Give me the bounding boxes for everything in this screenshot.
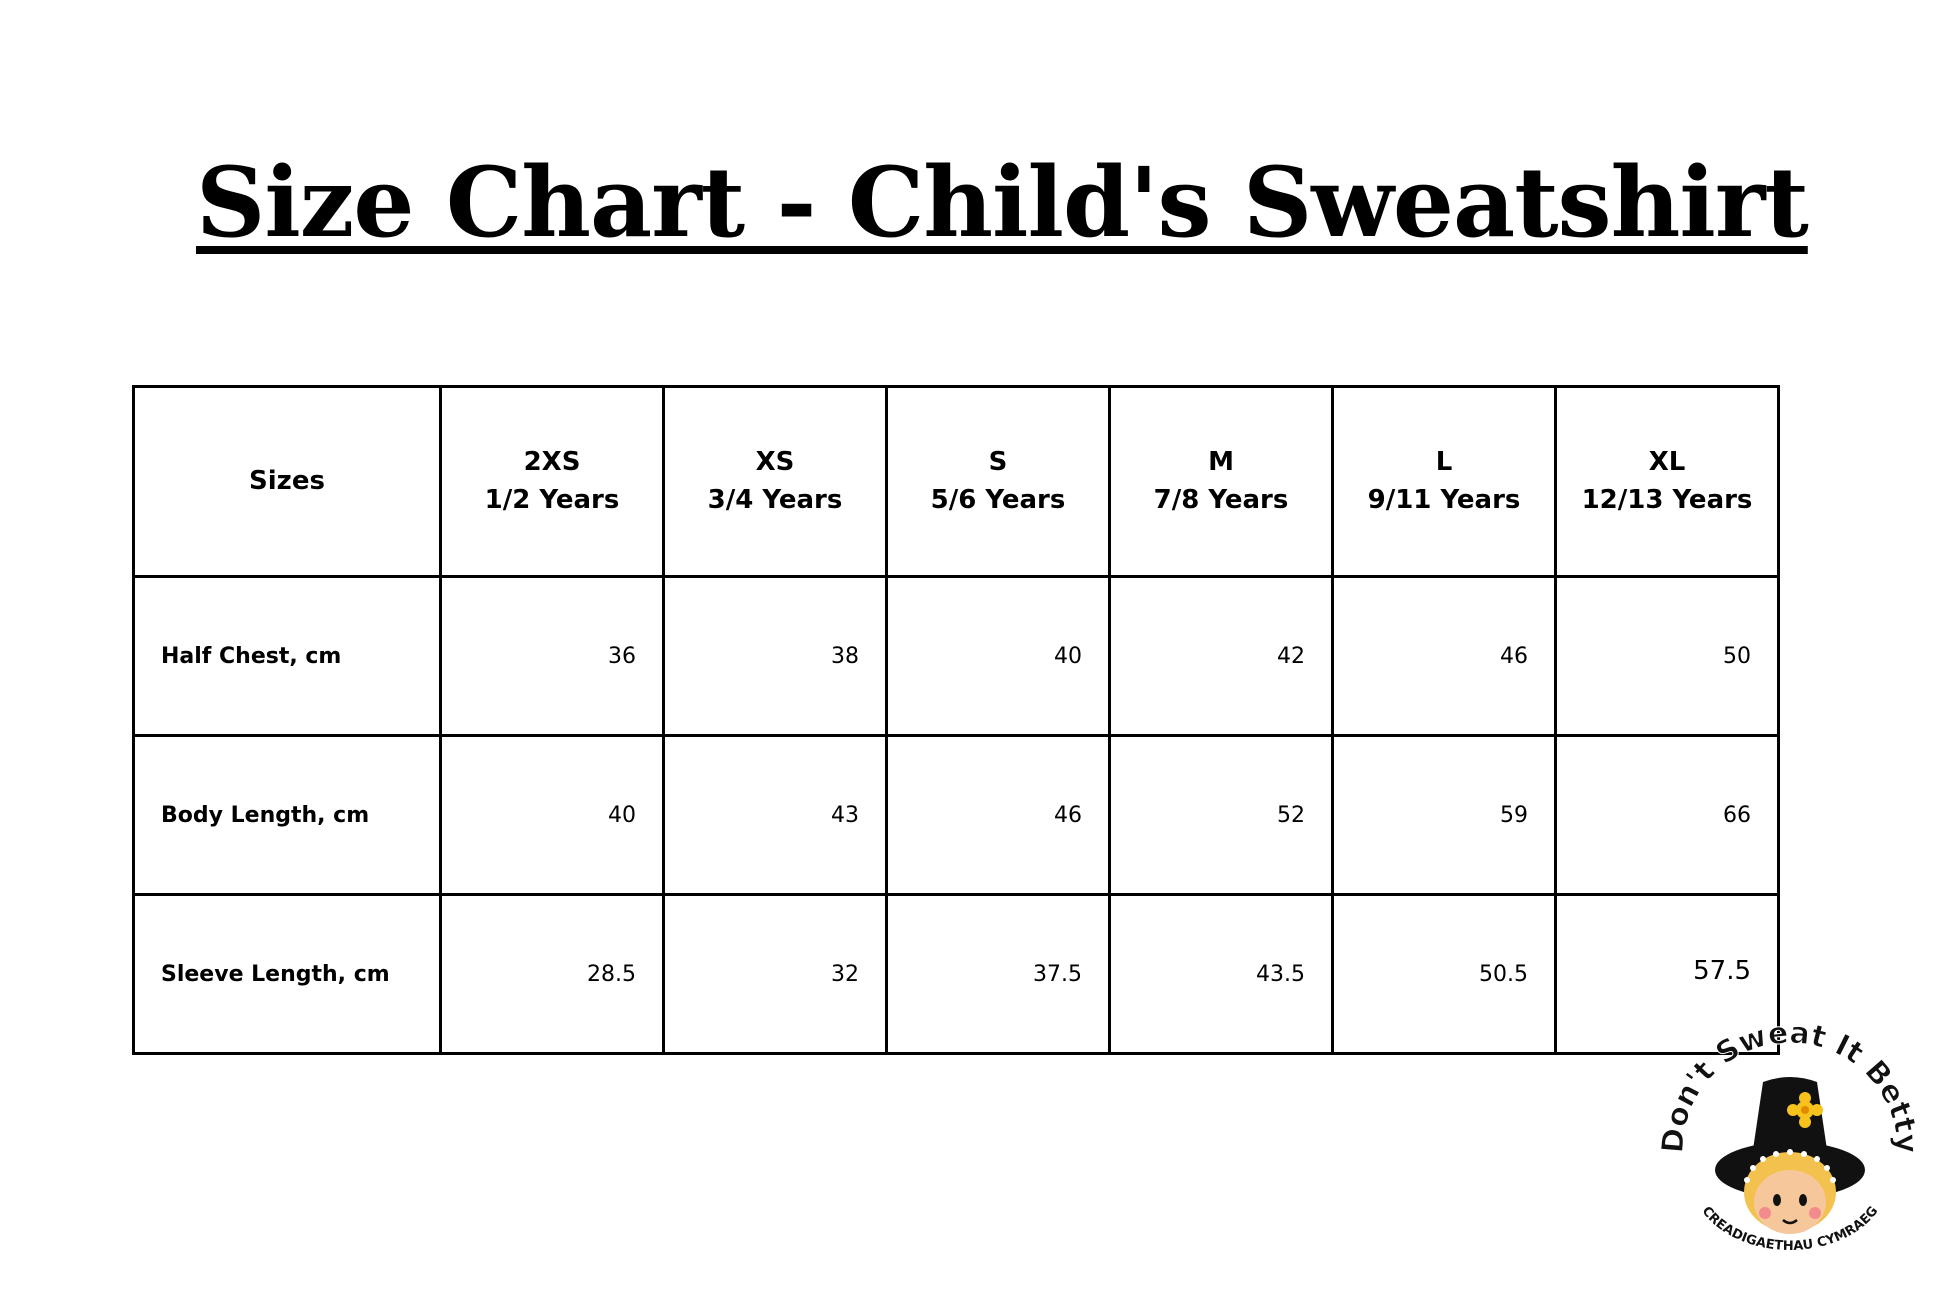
table-cell: 46 xyxy=(887,736,1110,895)
column-header xyxy=(441,387,664,577)
table-cell: 42 xyxy=(1110,577,1333,736)
table-cell: 59 xyxy=(1333,736,1556,895)
age-range: 12/13 Years xyxy=(1581,484,1753,515)
size-code: S xyxy=(988,446,1008,477)
table-cell: 32 xyxy=(664,895,887,1054)
size-code: XS xyxy=(755,446,795,477)
table-cell: 52 xyxy=(1110,736,1333,895)
right-cheek xyxy=(1809,1207,1821,1219)
age-range: 3/4 Years xyxy=(707,484,843,515)
logo-brand-text: Don't Sweat It Betty xyxy=(1655,1020,1925,1155)
table-cell: 46 xyxy=(1333,577,1556,736)
table-row xyxy=(134,895,1779,1054)
table-cell: 36 xyxy=(441,577,664,736)
size-code: L xyxy=(1435,446,1453,477)
column-header xyxy=(887,387,1110,577)
brand-logo xyxy=(1655,1020,1925,1270)
right-eye xyxy=(1799,1194,1807,1206)
table-cell: 50 xyxy=(1556,577,1779,736)
left-eye xyxy=(1773,1194,1781,1206)
table-cell: 28.5 xyxy=(441,895,664,1054)
table-cell: 40 xyxy=(441,736,664,895)
table-cell: 57.5 xyxy=(1556,895,1779,1054)
size-code: M xyxy=(1208,446,1234,477)
column-header xyxy=(1556,387,1779,577)
table-cell: 37.5 xyxy=(887,895,1110,1054)
age-range: 7/8 Years xyxy=(1153,484,1289,515)
age-range: 5/6 Years xyxy=(930,484,1066,515)
face xyxy=(1754,1170,1826,1234)
column-header xyxy=(1333,387,1556,577)
table-cell: 43 xyxy=(664,736,887,895)
table-row xyxy=(134,577,1779,736)
row-label: Sleeve Length, cm xyxy=(134,895,441,1054)
size-chart-table xyxy=(132,385,1780,1055)
table-cell: 38 xyxy=(664,577,887,736)
age-range: 9/11 Years xyxy=(1367,484,1521,515)
row-label: Half Chest, cm xyxy=(134,577,441,736)
table-cell: 40 xyxy=(887,577,1110,736)
table-cell: 66 xyxy=(1556,736,1779,895)
page-title: Size Chart - Child's Sweatshirt xyxy=(196,146,1808,259)
size-code: XL xyxy=(1648,446,1686,477)
column-header xyxy=(664,387,887,577)
row-label: Body Length, cm xyxy=(134,736,441,895)
table-cell: 50.5 xyxy=(1333,895,1556,1054)
table-row xyxy=(134,736,1779,895)
table-cell: 43.5 xyxy=(1110,895,1333,1054)
size-code: 2XS xyxy=(523,446,581,477)
logo-sub-text: CREADIGAETHAU CYMRAEG xyxy=(1698,1203,1882,1254)
left-cheek xyxy=(1759,1207,1771,1219)
age-range: 1/2 Years xyxy=(484,484,620,515)
column-header xyxy=(1110,387,1333,577)
table-header-row xyxy=(134,387,1779,577)
corner-header: Sizes xyxy=(134,387,441,577)
